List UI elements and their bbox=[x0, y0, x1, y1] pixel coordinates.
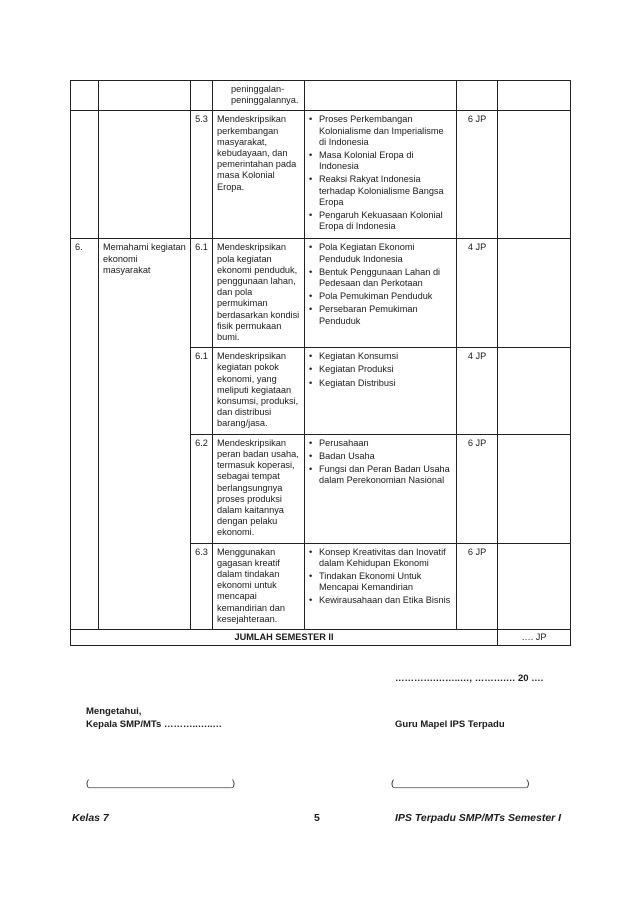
sk-number: 6. bbox=[71, 239, 99, 630]
materi-item: • Kegiatan Distribusi bbox=[309, 378, 452, 389]
kd-number: 6.2 bbox=[191, 434, 213, 543]
table-row bbox=[71, 111, 571, 239]
materi-cell bbox=[305, 434, 457, 543]
kd-text: Mendeskripsikan kegiatan pokok ekonomi, yang meliputi kegiataan konsumsi, produksi, dan distribusi barang/jasa. bbox=[213, 348, 305, 434]
page-number: 5 bbox=[314, 812, 320, 824]
signature-left-greeting: Mengetahui, bbox=[86, 706, 142, 717]
materi-item: • Kewirausahaan dan Etika Bisnis bbox=[309, 595, 452, 606]
jp-value: 4 JP bbox=[457, 348, 498, 434]
materi-item: • Pengaruh Kekuasaan Kolonial Eropa di Indonesia bbox=[309, 210, 452, 232]
materi-item: • Bentuk Penggunaan Lahan di Pedesaan dan Perkotaan bbox=[309, 267, 452, 289]
materi-item: • Kegiatan Konsumsi bbox=[309, 351, 452, 362]
materi-item: • Konsep Kreativitas dan Inovatif dalam Kehidupan Ekonomi bbox=[309, 547, 452, 569]
materi-item: • Perusahaan bbox=[309, 438, 452, 449]
kd-text: Mendeskripsikan peran badan usaha, termasuk koperasi, sebagai tempat berlangsungnya proses produksi dalam kaitannya dengan pelaku ekonomi. bbox=[213, 434, 305, 543]
kd-text: Mendeskripsikan perkembangan masyarakat, kebudayaan, dan pemerintahan pada masa Kolonial Eropa. bbox=[213, 111, 305, 239]
total-jp: …. JP bbox=[498, 629, 571, 645]
materi-cell bbox=[305, 111, 457, 239]
materi-continuation: peninggalan-peninggalannya. bbox=[213, 81, 305, 111]
kd-text: Menggunakan gagasan kreatif dalam tindakan ekonomi untuk mencapai kemandirian dan kesejahteraan. bbox=[213, 543, 305, 629]
sk-text: Memahami kegiatan ekonomi masyarakat bbox=[99, 239, 191, 630]
materi-cell bbox=[305, 239, 457, 348]
jp-value: 6 JP bbox=[457, 434, 498, 543]
kd-number: 5.3 bbox=[191, 111, 213, 239]
materi-item: • Tindakan Ekonomi Untuk Mencapai Kemandirian bbox=[309, 571, 452, 593]
table-row bbox=[71, 81, 571, 111]
kd-number: 6.1 bbox=[191, 239, 213, 348]
signature-right-blank: (_________________________) bbox=[391, 778, 530, 789]
signature-left-title: Kepala SMP/MTs ………..…..… bbox=[86, 719, 223, 730]
materi-item: • Proses Perkembangan Kolonialisme dan Imperialisme di Indonesia bbox=[309, 114, 452, 148]
materi-item: • Kegiatan Produksi bbox=[309, 364, 452, 375]
signature-left-blank: (___________________________) bbox=[86, 778, 235, 789]
table-row bbox=[71, 239, 571, 348]
kd-text: Mendeskripsikan pola kegiatan ekonomi penduduk, penggunaan lahan, dan pola permukiman berdasarkan kondisi fisik permukaan bumi. bbox=[213, 239, 305, 348]
materi-item: • Pola Kegiatan Ekonomi Penduduk Indonesia bbox=[309, 242, 452, 264]
materi-item: • Fungsi dan Peran Badan Usaha dalam Perekonomian Nasional bbox=[309, 464, 452, 486]
materi-item: • Badan Usaha bbox=[309, 451, 452, 462]
signature-right-title: Guru Mapel IPS Terpadu bbox=[395, 719, 505, 730]
materi-item: • Persebaran Pemukiman Penduduk bbox=[309, 304, 452, 326]
footer-class: Kelas 7 bbox=[72, 812, 109, 824]
jp-value: 6 JP bbox=[457, 543, 498, 629]
materi-item: • Reaksi Rakyat Indonesia terhadap Kolonialisme Bangsa Eropa bbox=[309, 174, 452, 208]
total-label: JUMLAH SEMESTER II bbox=[71, 629, 498, 645]
signature-date: ………….……..…, ……….… 20 …. bbox=[395, 673, 544, 684]
silabus-table bbox=[70, 80, 571, 646]
materi-cell bbox=[305, 348, 457, 434]
kd-number: 6.3 bbox=[191, 543, 213, 629]
materi-item: • Pola Pemukiman Penduduk bbox=[309, 291, 452, 302]
footer-subject: IPS Terpadu SMP/MTs Semester I bbox=[395, 812, 562, 824]
materi-cell bbox=[305, 543, 457, 629]
jp-value: 4 JP bbox=[457, 239, 498, 348]
total-row bbox=[71, 629, 571, 645]
materi-item: • Masa Kolonial Eropa di Indonesia bbox=[309, 150, 452, 172]
kd-number: 6.1 bbox=[191, 348, 213, 434]
jp-value: 6 JP bbox=[457, 111, 498, 239]
